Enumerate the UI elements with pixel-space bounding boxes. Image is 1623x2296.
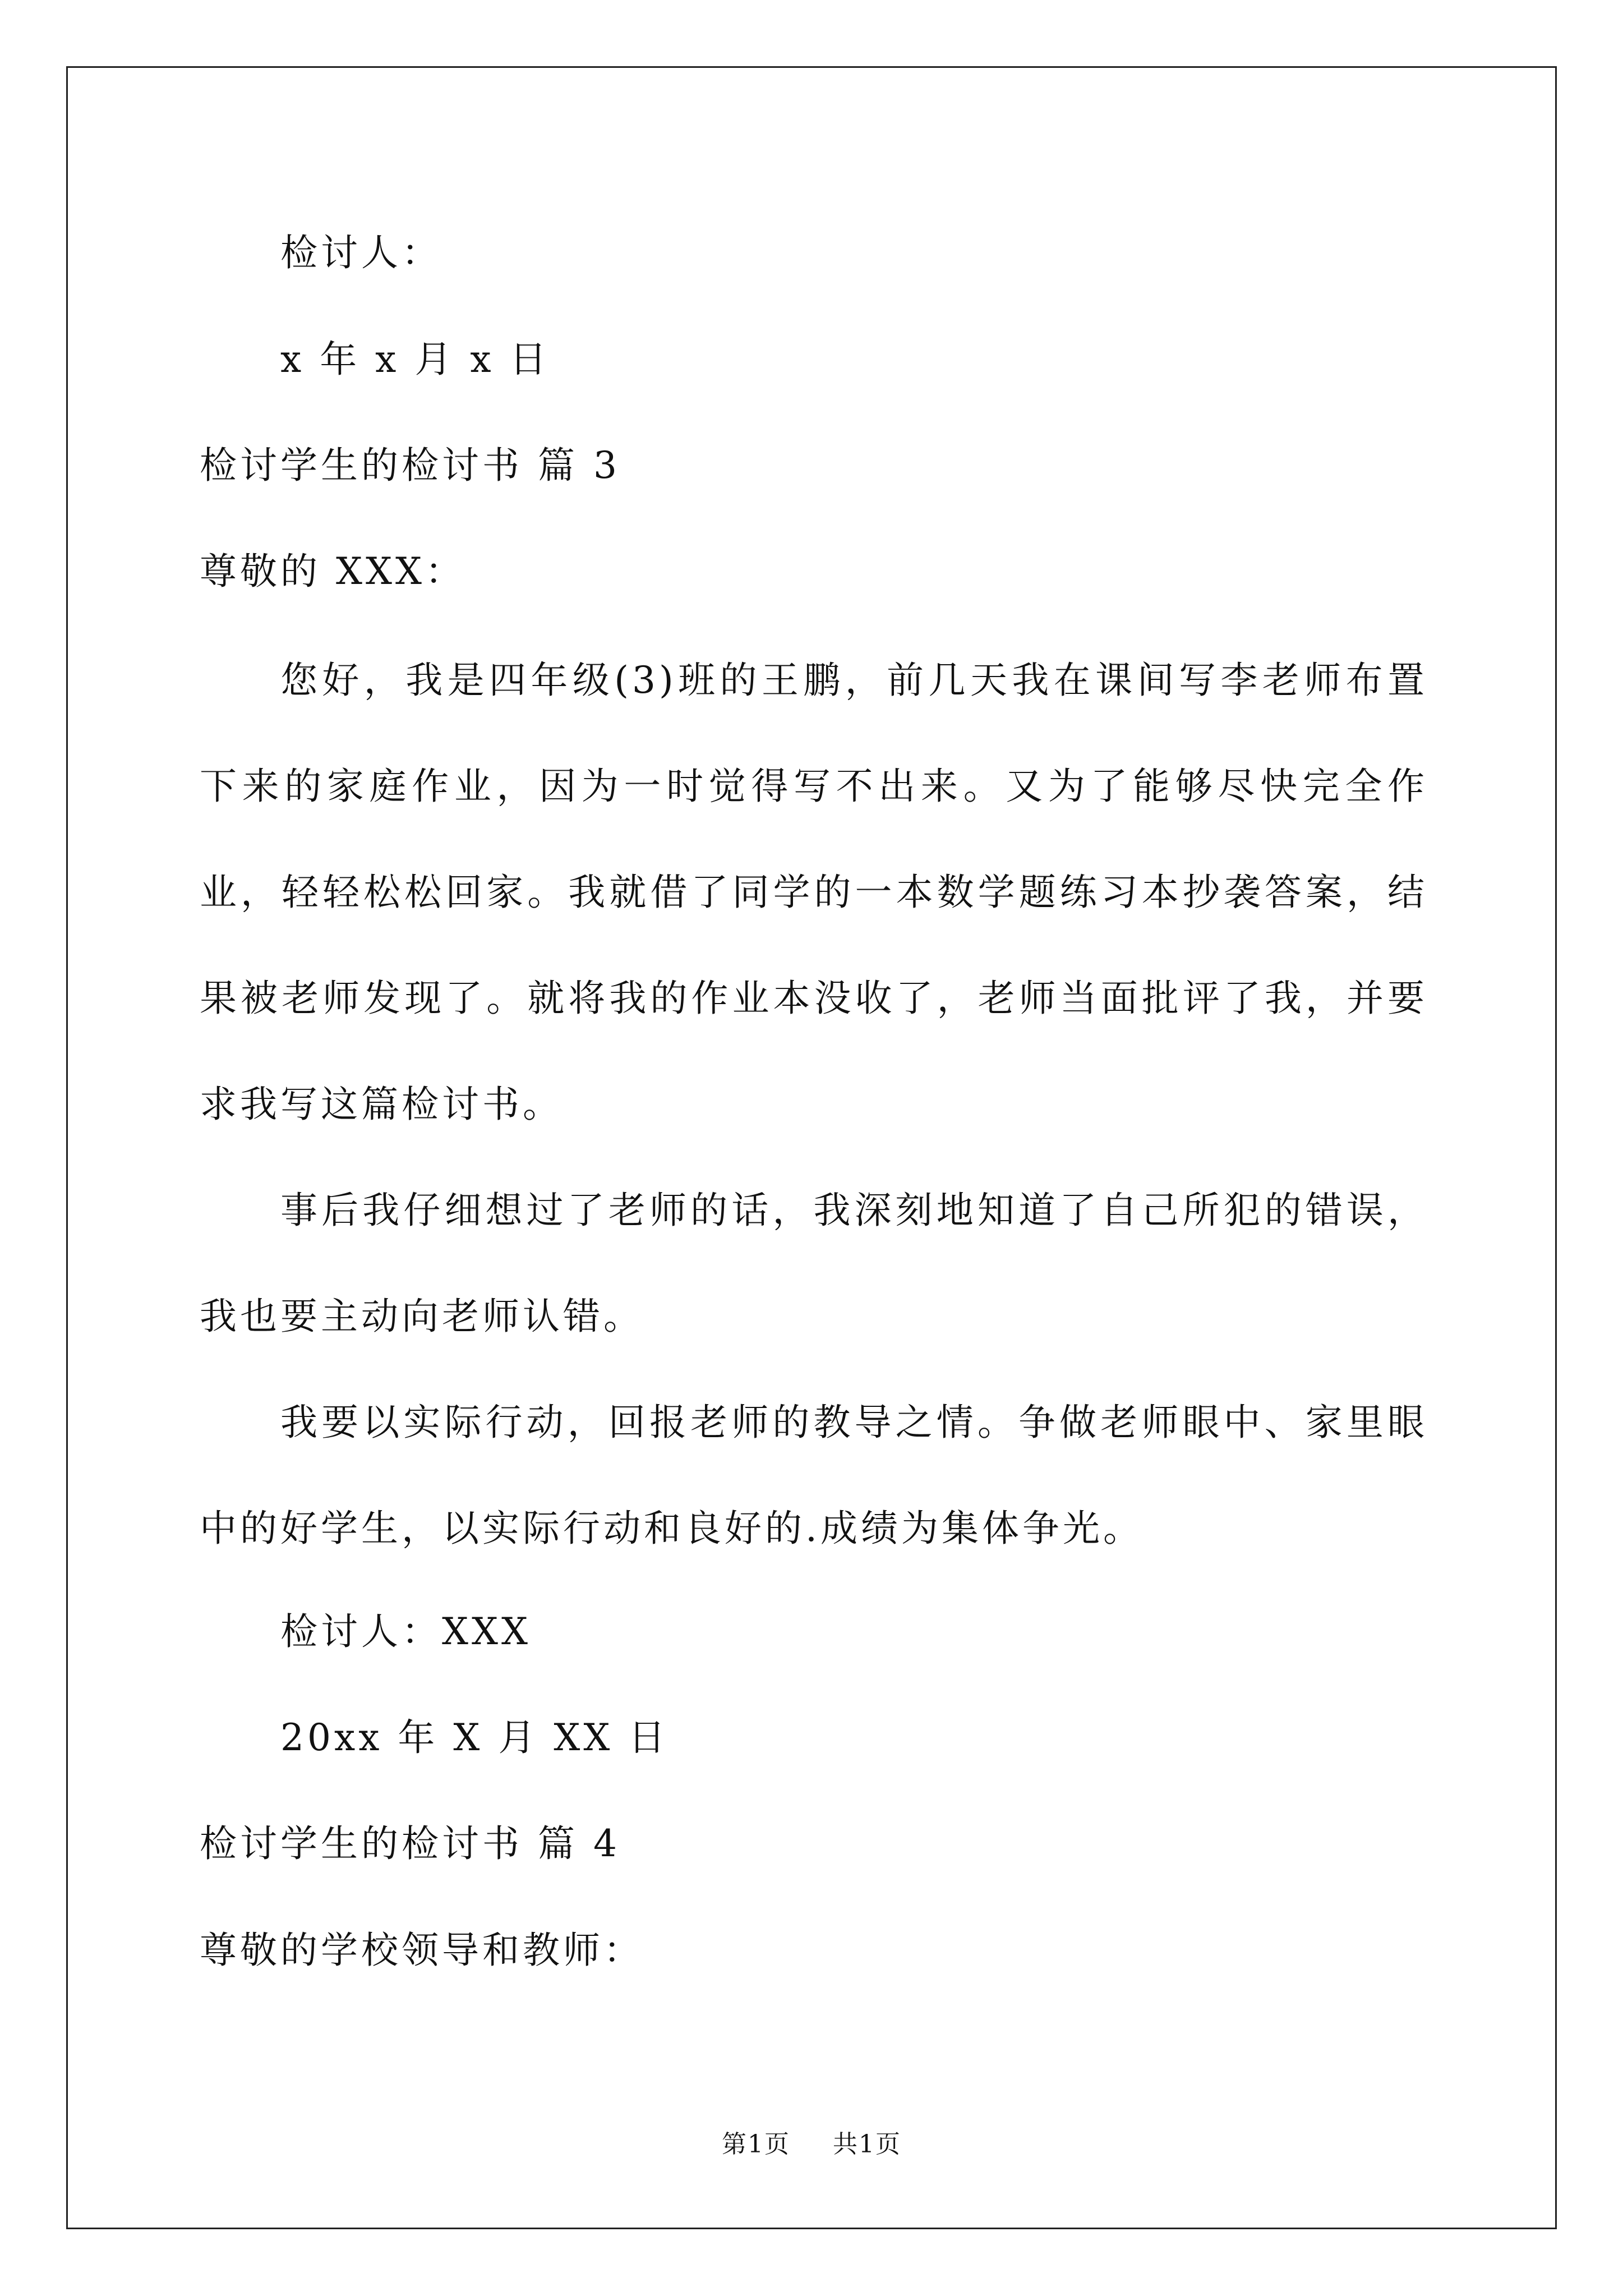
section-heading: 检讨学生的检讨书 篇 4 [200,1822,620,1865]
salutation: 尊敬的 XXX： [200,550,465,593]
signature-label: 检讨人：XXX [280,1610,531,1653]
salutation: 尊敬的学校领导和教师： [200,1929,644,1972]
body-paragraph: 我要以实际行动，回报老师的教导之情。争做老师眼中、家里眼中的好学生，以实际行动和良好的.成绩为集体争光。 [200,1401,1428,1550]
date-line: x 年 x 月 x 日 [280,338,550,381]
page-number: 第1页 [722,2130,790,2159]
page-footer [0,2128,1623,2161]
signature-label: 检讨人： [280,231,442,274]
date-line: 20xx 年 X 月 XX 日 [280,1716,669,1759]
page-total: 共1页 [833,2130,901,2159]
section-heading: 检讨学生的检讨书 篇 3 [200,444,620,487]
body-paragraph: 事后我仔细想过了老师的话，我深刻地知道了自己所犯的错误，我也要主动向老师认错。 [200,1189,1428,1338]
body-paragraph: 您好，我是四年级(3)班的王鹏，前几天我在课间写李老师布置下来的家庭作业，因为一时觉得写不出来。又为了能够尽快完全作业，轻轻松松回家。我就借了同学的一本数学题练习本抄袭答案，结果被老师发现了。就将我的作业本没收了，老师当面批评了我，并要求我写这篇检讨书。 [200,659,1428,1126]
